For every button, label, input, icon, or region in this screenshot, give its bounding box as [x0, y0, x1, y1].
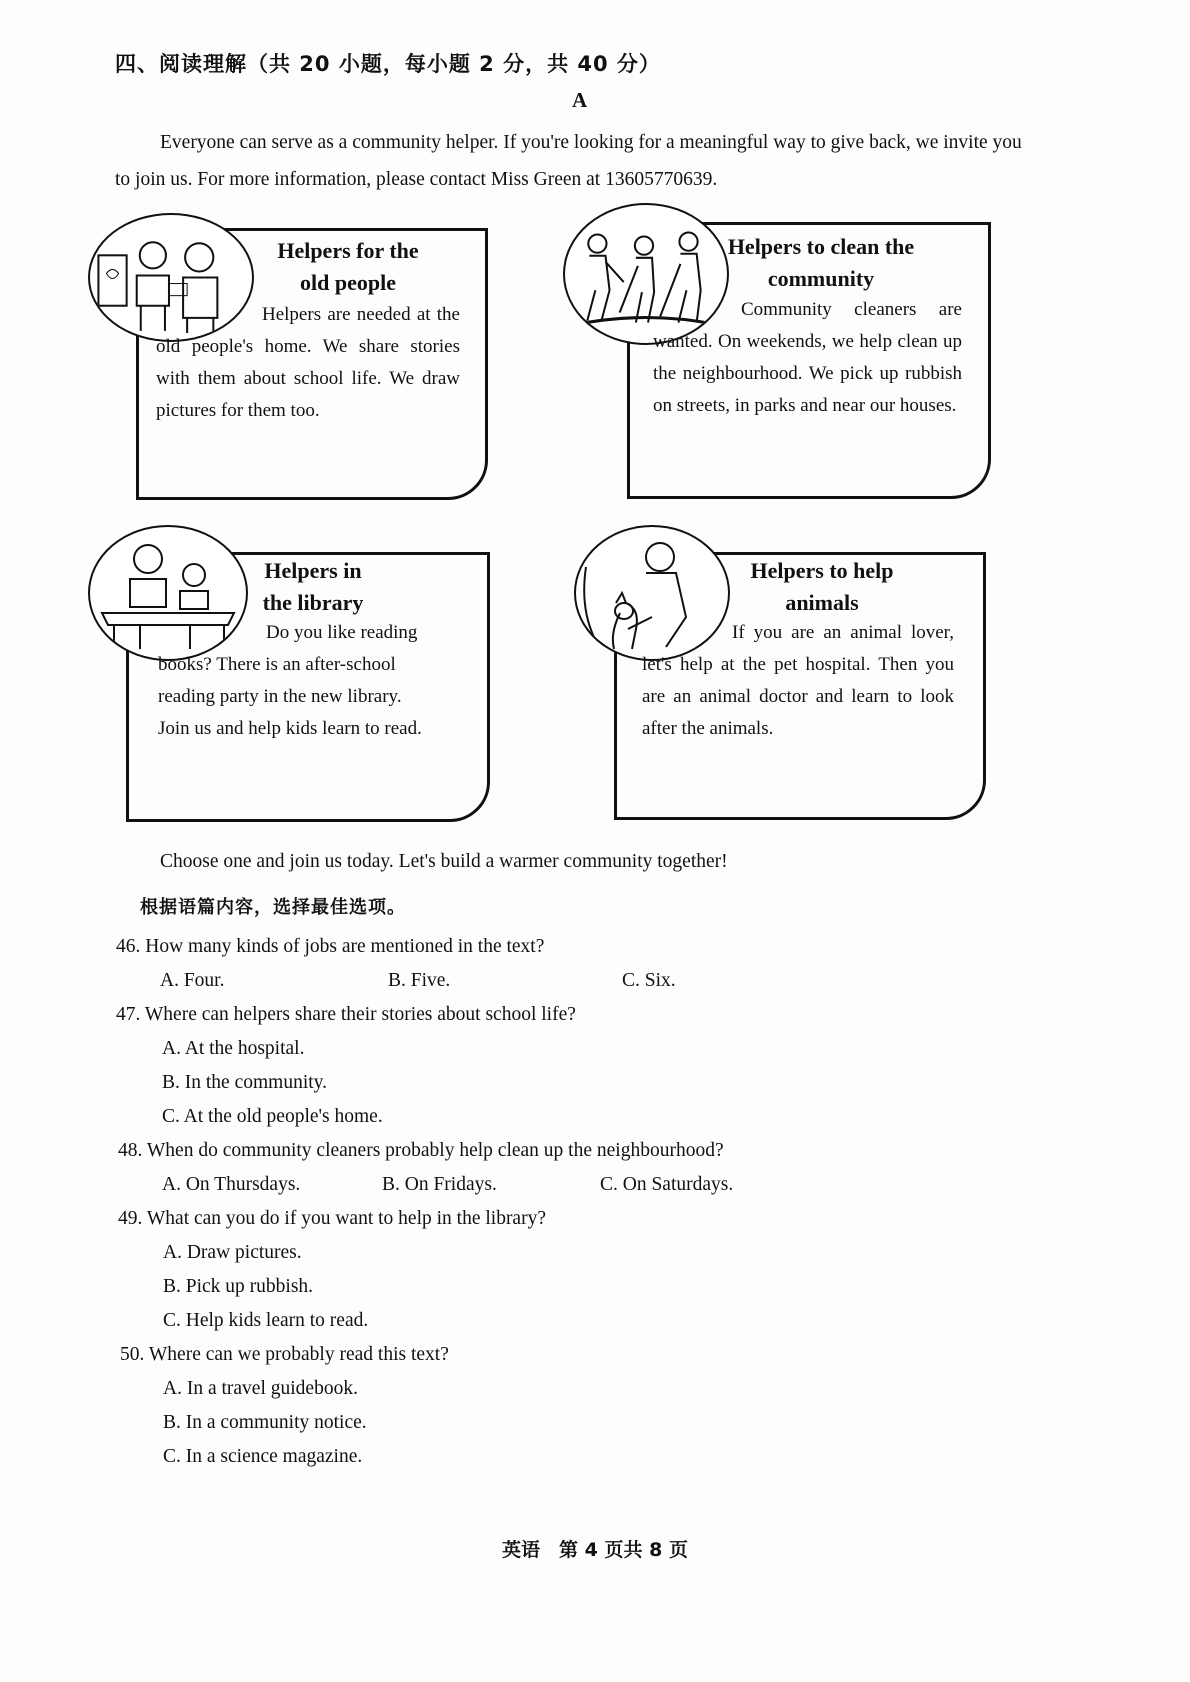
- card-library: [88, 525, 490, 825]
- option-47-b[interactable]: B. In the community.: [162, 1072, 328, 1093]
- question-49: 49. What can you do if you want to help in the library?: [118, 1208, 546, 1229]
- instruction: 根据语篇内容，选择最佳选项。: [140, 897, 406, 918]
- question-48: 48. When do community cleaners probably help clean up the neighbourhood?: [118, 1140, 724, 1161]
- option-48-c[interactable]: C. On Saturdays.: [600, 1174, 734, 1195]
- card-title: [218, 555, 408, 619]
- option-49-c[interactable]: C. Help kids learn to read.: [163, 1310, 369, 1331]
- card-title: [722, 555, 922, 619]
- card-title-line1: Helpers for the: [277, 238, 419, 263]
- passage-label: A: [572, 88, 588, 112]
- card-body: Do you like reading books? There is an after-school reading party in the new library. Join us and help kids learn to read.: [158, 622, 422, 739]
- option-50-c[interactable]: C. In a science magazine.: [163, 1446, 363, 1467]
- card-title-line2: animals: [785, 590, 859, 615]
- option-46-b[interactable]: B. Five.: [388, 970, 451, 991]
- card-title: [248, 235, 448, 299]
- option-48-b[interactable]: B. On Fridays.: [382, 1174, 497, 1195]
- outro-paragraph: Choose one and join us today. Let's build a warmer community together!: [160, 851, 728, 872]
- option-48-a[interactable]: A. On Thursdays.: [162, 1174, 301, 1195]
- section-title: 四、阅读理解（共 20 小题，每小题 2 分，共 40 分）: [115, 52, 661, 76]
- option-49-b[interactable]: B. Pick up rubbish.: [163, 1276, 314, 1297]
- card-title-line2: the library: [262, 590, 364, 615]
- option-46-c[interactable]: C. Six.: [622, 970, 676, 991]
- card-title-line1: Helpers to help: [750, 558, 894, 583]
- question-46: 46. How many kinds of jobs are mentioned in the text?: [116, 936, 545, 957]
- option-47-c[interactable]: C. At the old people's home.: [162, 1106, 383, 1127]
- card-body: Helpers are needed at the old people's home. We share stories with them about school life. We draw pictures for them too.: [156, 304, 460, 421]
- card-body: Community cleaners are wanted. On weekends, we help clean up the neighbourhood. We pick up rubbish on streets, in parks and near our houses.: [653, 299, 962, 416]
- card-title-line1: Helpers in: [264, 558, 362, 583]
- question-47: 47. Where can helpers share their stories about school life?: [116, 1004, 576, 1025]
- card-title-line1: Helpers to clean the: [727, 234, 915, 259]
- card-body: If you are an animal lover, let's help at the pet hospital. Then you are an animal doctor and learn to look after the animals.: [642, 622, 954, 739]
- page-footer: 英语 第 4 页共 8 页: [502, 1539, 688, 1561]
- card-animals: [574, 525, 986, 825]
- card-title: [671, 231, 971, 295]
- card-old-people: [88, 213, 488, 503]
- intro-paragraph: Everyone can serve as a community helper. If you're looking for a meaningful way to give back, we invite you to join us. For more information, please contact Miss Green at 13605770639.: [115, 132, 1022, 190]
- card-title-line2: community: [767, 266, 875, 291]
- option-46-a[interactable]: A. Four.: [160, 970, 225, 991]
- option-49-a[interactable]: A. Draw pictures.: [163, 1242, 302, 1263]
- option-50-b[interactable]: B. In a community notice.: [163, 1412, 367, 1433]
- question-50: 50. Where can we probably read this text?: [120, 1344, 449, 1365]
- option-47-a[interactable]: A. At the hospital.: [162, 1038, 305, 1059]
- option-50-a[interactable]: A. In a travel guidebook.: [163, 1378, 358, 1399]
- card-title-line2: old people: [300, 270, 396, 295]
- card-cleaners: [563, 203, 991, 503]
